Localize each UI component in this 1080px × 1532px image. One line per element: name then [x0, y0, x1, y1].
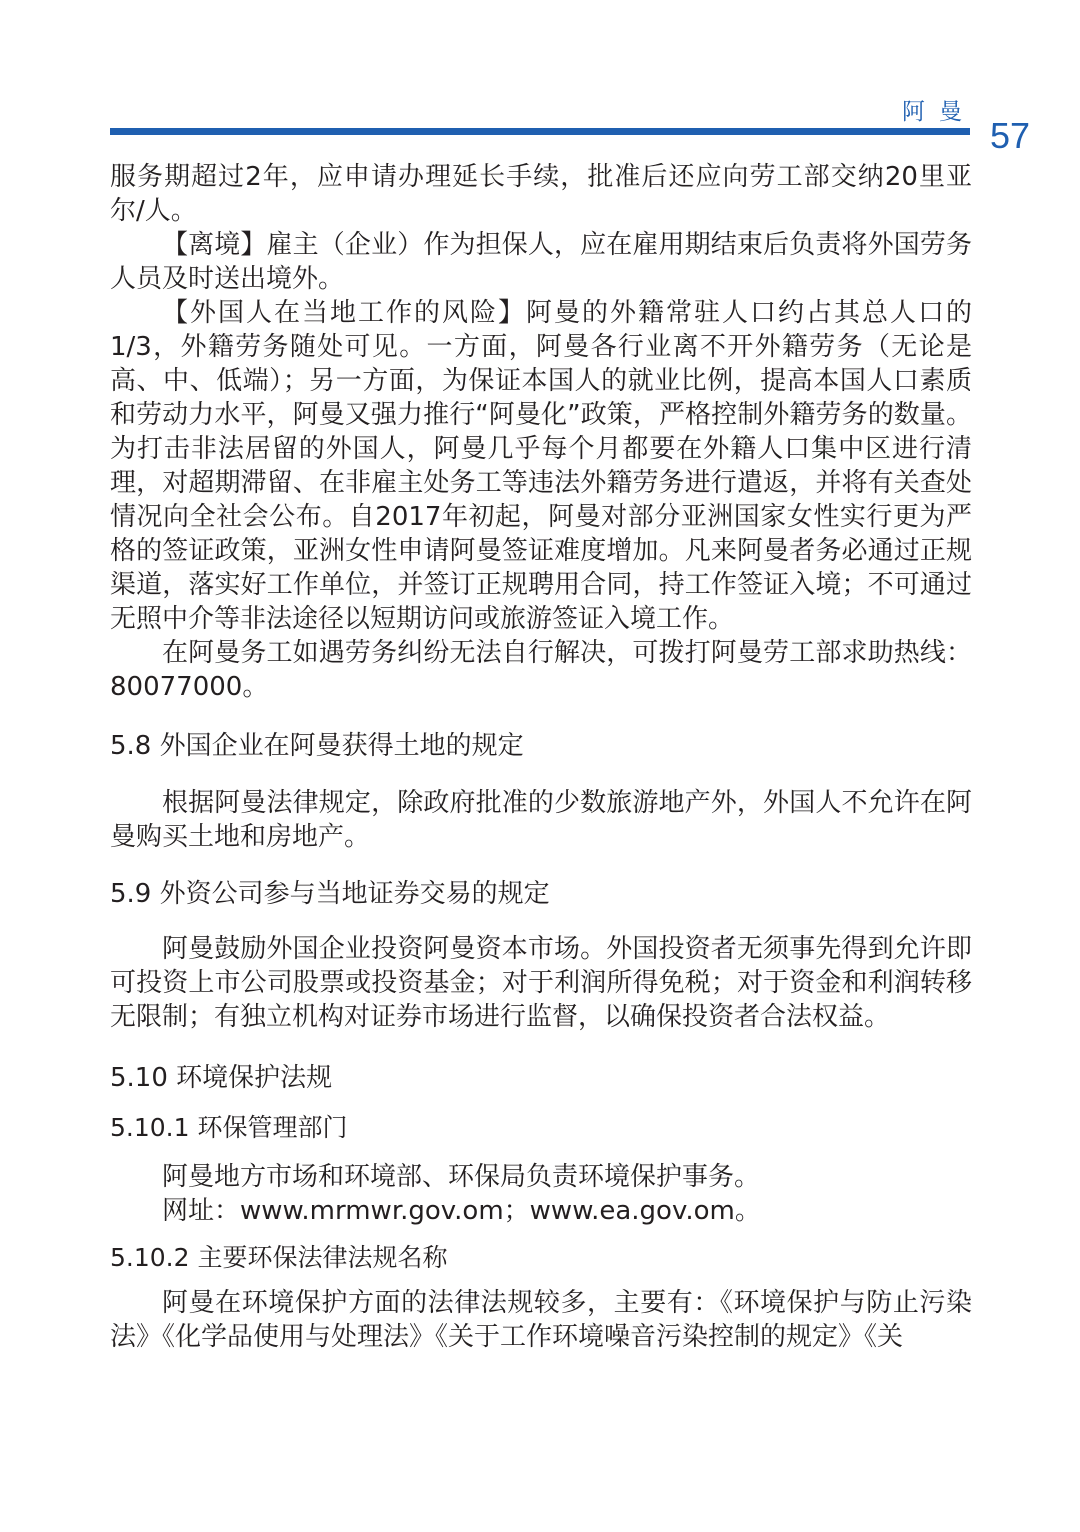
heading-5-9: 5.9 外资公司参与当地证券交易的规定	[110, 879, 550, 909]
heading-5-10-1: 5.10.1 环保管理部门	[110, 1113, 348, 1142]
paragraph-land: 根据阿曼法律规定，除政府批准的少数旅游地产外，外国人不允许在阿曼购买土地和房地产。	[110, 788, 972, 852]
paragraph-hotline: 在阿曼务工如遇劳务纠纷无法自行解决，可拨打阿曼劳工部求助热线：80077000。	[110, 638, 972, 702]
page-content	[110, 160, 972, 1354]
paragraph-service-period: 服务期超过2年，应申请办理延长手续，批准后还应向劳工部交纳20里亚尔/人。	[110, 162, 972, 226]
paragraph-departure: 【离境】雇主（企业）作为担保人，应在雇用期结束后负责将外国劳务人员及时送出境外。	[110, 230, 972, 294]
paragraph-work-risk: 【外国人在当地工作的风险】阿曼的外籍常驻人口约占其总人口的1/3，外籍劳务随处可见。一方面，阿曼各行业离不开外籍劳务（无论是高、中、低端）；另一方面，为保证本国人的就业比例，提高本国人口素质和劳动力水平，阿曼又强力推行“阿曼化”政策，严格控制外籍劳务的数量。为打击非法居留的外国人，阿曼几乎每个月都要在外籍人口集中区进行清理，对超期滞留、在非雇主处务工等违法外籍劳务进行遣返，并将有关查处情况向全社会公布。自2017年初起，阿曼对部分亚洲国家女性实行更为严格的签证政策，亚洲女性申请阿曼签证难度增加。凡来阿曼者务必通过正规渠道，落实好工作单位，并签订正规聘用合同，持工作签证入境；不可通过无照中介等非法途径以短期访问或旅游签证入境工作。	[110, 298, 972, 634]
heading-5-10-2: 5.10.2 主要环保法律法规名称	[110, 1243, 448, 1272]
paragraph-env-laws: 阿曼在环境保护方面的法律法规较多，主要有：《环境保护与防止污染法》《化学品使用与处理法》《关于工作环境噪音污染控制的规定》《关	[110, 1288, 972, 1352]
heading-5-8: 5.8 外国企业在阿曼获得土地的规定	[110, 731, 524, 761]
page-number: 57	[990, 115, 1031, 156]
heading-5-10: 5.10 环境保护法规	[110, 1063, 333, 1093]
paragraph-securities: 阿曼鼓励外国企业投资阿曼资本市场。外国投资者无须事先得到允许即可投资上市公司股票或投资基金；对于利润所得免税；对于资金和利润转移无限制；有独立机构对证券市场进行监督，以确保投资者合法权益。	[110, 934, 972, 1032]
paragraph-websites: 网址：www.mrmwr.gov.om；www.ea.gov.om。	[162, 1196, 761, 1226]
running-header-country: 阿曼	[902, 99, 976, 125]
header-rule	[110, 128, 970, 135]
paragraph-env-department: 阿曼地方市场和环境部、环保局负责环境保护事务。	[162, 1162, 761, 1192]
